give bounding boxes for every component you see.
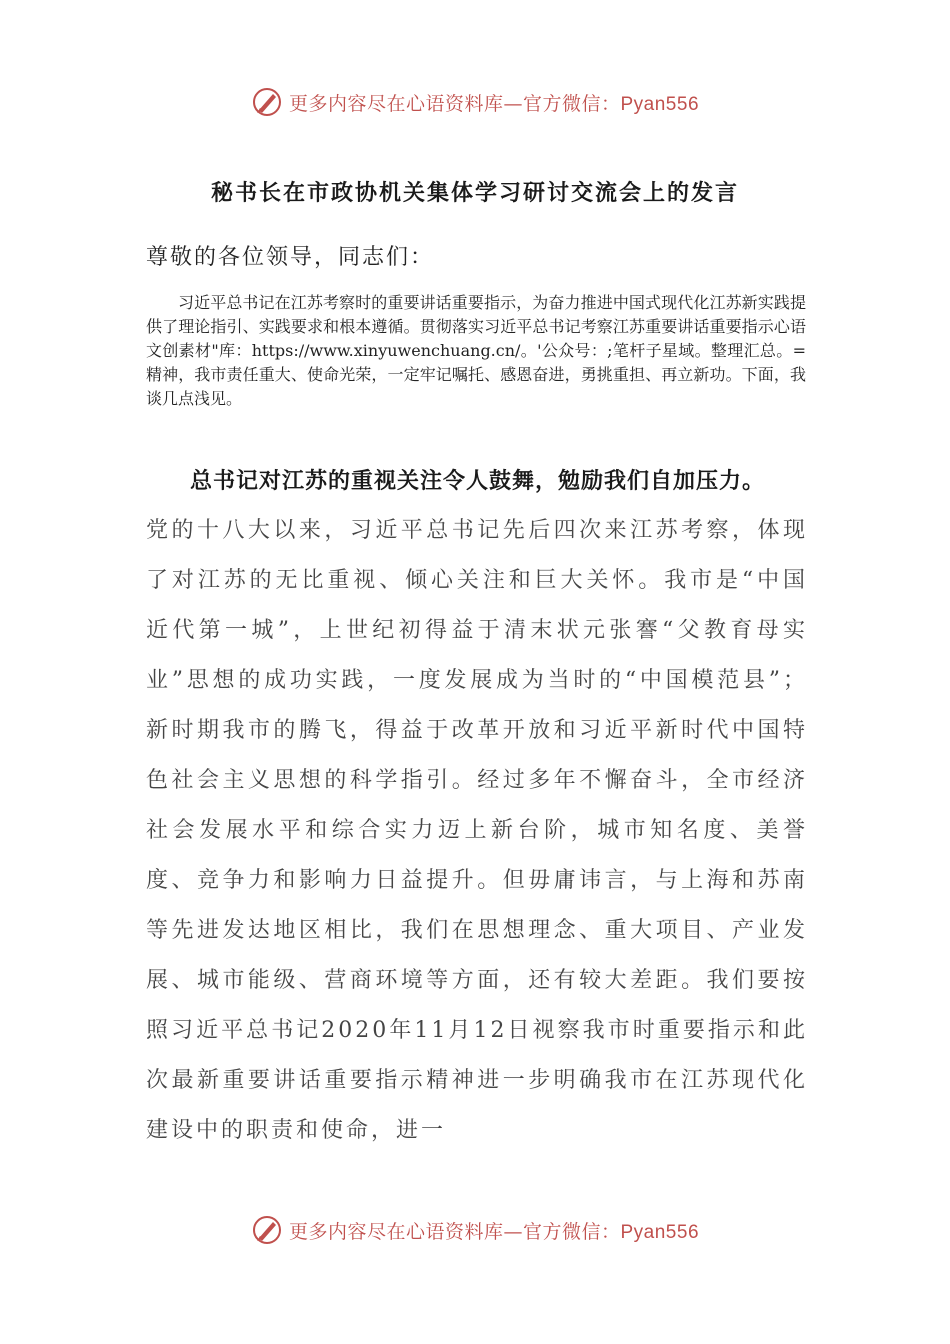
section-heading: 总书记对江苏的重视关注令人鼓舞，勉励我们自加压力。 [190, 468, 766, 494]
quill-pen-logo-icon [251, 1214, 283, 1246]
body-paragraph: 党的十八大以来，习近平总书记先后四次来江苏考察，体现了对江苏的无比重视、倾心关注和巨大关怀。我市是“中国近代第一城”，上世纪初得益于清末状元张謇“父教育母实业”思想的成功实践，一度发展成为当时的“中国模范县”；新时期我市的腾飞，得益于改革开放和习近平新时代中国特色社会主义思想的科学指引。经过多年不懈奋斗，全市经济社会发展水平和综合实力迈上新台阶，城市知名度、美誉度、竞争力和影响力日益提升。但毋庸讳言，与上海和苏南等先进发达地区相比，我们在思想理念、重大项目、产业发展、城市能级、营商环境等方面，还有较大差距。我们要按照习近平总书记2020年11月12日视察我市时重要指示和此次最新重要讲话重要指示精神进一步明确我市在江苏现代化建设中的职责和使命，进一 [146, 518, 808, 1143]
salutation: 尊敬的各位领导，同志们： [146, 245, 435, 270]
footer-banner [0, 1210, 950, 1250]
footer-banner-text: 更多内容尽在心语资料库—官方微信：Pyan556 [288, 1220, 700, 1243]
document-title: 秘书长在市政协机关集体学习研讨交流会上的发言 [210, 180, 739, 206]
header-banner [0, 82, 950, 122]
intro-paragraph: 习近平总书记在江苏考察时的重要讲话重要指示，为奋力推进中国式现代化江苏新实践提供了理论指引、实践要求和根本遵循。贯彻落实习近平总书记考察江苏重要讲话重要指示心语文创素材"库：https://www.xinyuwenchuang.cn/。'公众号：;笔杆子星域。整理汇总。=精神，我市责任重大、使命光荣，一定牢记嘱托、感恩奋进，勇挑重担、再立新功。下面，我谈几点浅见。 [146, 293, 806, 408]
wechat-handle: Pyan556 [620, 1221, 700, 1243]
header-banner-text: 更多内容尽在心语资料库—官方微信：Pyan556 [288, 92, 700, 115]
wechat-handle: Pyan556 [620, 93, 700, 115]
quill-pen-logo-icon [251, 86, 283, 118]
